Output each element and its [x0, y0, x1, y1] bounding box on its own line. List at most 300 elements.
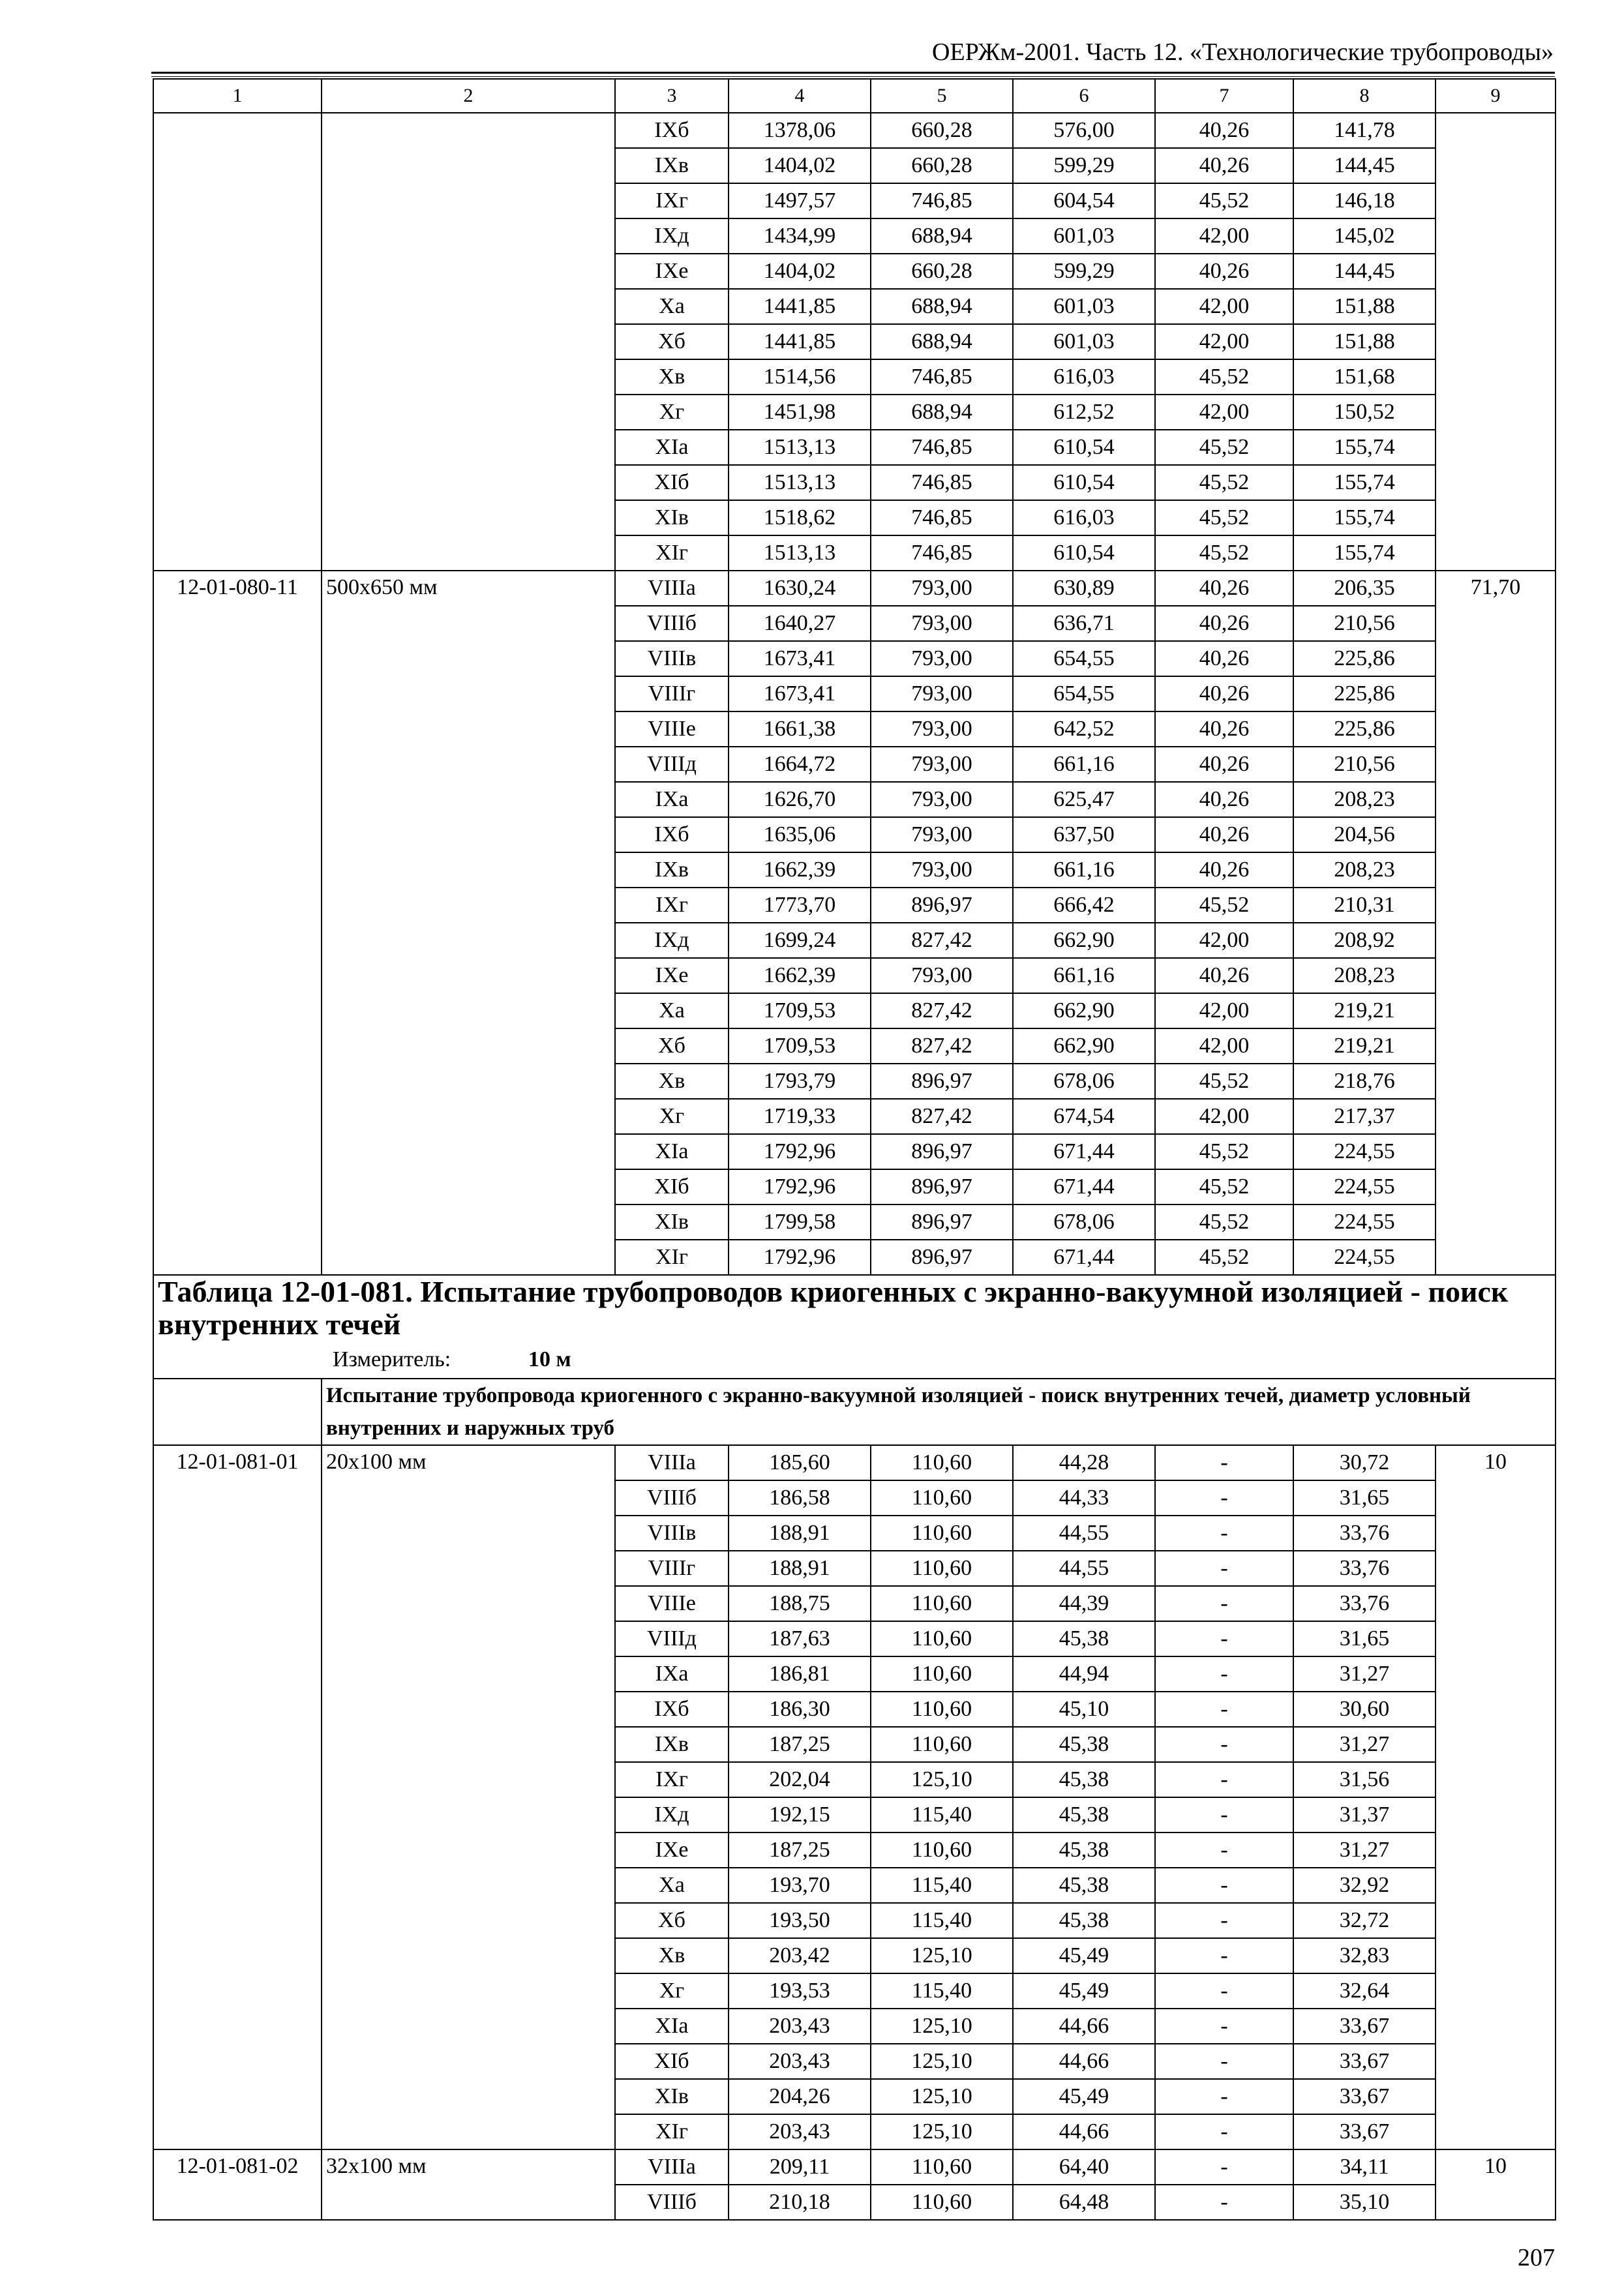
machinist-wages: 45,52: [1155, 535, 1293, 571]
machinist-wages: 40,26: [1155, 817, 1293, 852]
machinist-wages: 42,00: [1155, 218, 1293, 254]
machinist-wages: 40,26: [1155, 641, 1293, 676]
machine-operation: 44,28: [1013, 1445, 1155, 1480]
column-number: 3: [615, 79, 729, 113]
table-row: [153, 113, 1556, 148]
materials: 33,76: [1293, 1586, 1436, 1621]
direct-costs: 1673,41: [729, 676, 871, 711]
rate-code: 12-01-081-02: [153, 2149, 322, 2220]
machine-operation: 45,10: [1013, 1692, 1155, 1727]
machinist-wages: -: [1155, 1586, 1293, 1621]
machinist-wages: -: [1155, 1551, 1293, 1586]
materials: 224,55: [1293, 1169, 1436, 1204]
column-number: 9: [1436, 79, 1556, 113]
machinist-wages: 45,52: [1155, 1169, 1293, 1204]
labor-wages: 125,10: [871, 2079, 1013, 2114]
direct-costs: 1799,58: [729, 1204, 871, 1240]
machinist-wages: 40,26: [1155, 711, 1293, 747]
machine-operation: 616,03: [1013, 359, 1155, 395]
column-number: 4: [729, 79, 871, 113]
materials: 208,23: [1293, 852, 1436, 888]
wage-zone: XIа: [615, 2009, 729, 2044]
machinist-wages: 40,26: [1155, 782, 1293, 817]
header-rule-thin: [151, 76, 1555, 77]
machinist-wages: -: [1155, 1621, 1293, 1656]
direct-costs: 188,75: [729, 1586, 871, 1621]
wage-zone: VIIIб: [615, 1480, 729, 1516]
wage-zone: Xа: [615, 1868, 729, 1903]
wage-zone: VIIIа: [615, 1445, 729, 1480]
machinist-wages: 45,52: [1155, 500, 1293, 535]
direct-costs: 187,25: [729, 1833, 871, 1868]
wage-zone: Xб: [615, 1028, 729, 1064]
machine-operation: 45,49: [1013, 1973, 1155, 2009]
labor-wages: 110,60: [871, 1833, 1013, 1868]
direct-costs: 185,60: [729, 1445, 871, 1480]
materials: 32,64: [1293, 1973, 1436, 2009]
rate-code: [153, 113, 322, 571]
machinist-wages: 42,00: [1155, 993, 1293, 1028]
machinist-wages: -: [1155, 1656, 1293, 1692]
labor-wages: 660,28: [871, 254, 1013, 289]
direct-costs: 1378,06: [729, 113, 871, 148]
machinist-wages: 42,00: [1155, 923, 1293, 958]
machine-operation: 661,16: [1013, 852, 1155, 888]
materials: 155,74: [1293, 535, 1436, 571]
column-number: 7: [1155, 79, 1293, 113]
direct-costs: 1404,02: [729, 148, 871, 183]
description-row: [153, 1379, 1556, 1445]
labor-wages: 746,85: [871, 535, 1013, 571]
machinist-wages: 45,52: [1155, 465, 1293, 500]
machine-operation: 612,52: [1013, 395, 1155, 430]
labor-wages: 688,94: [871, 218, 1013, 254]
table-row: [153, 2149, 1556, 2185]
wage-zone: VIIIг: [615, 1551, 729, 1586]
labor-wages: 746,85: [871, 500, 1013, 535]
machinist-wages: 40,26: [1155, 958, 1293, 993]
wage-zone: Xа: [615, 289, 729, 324]
labor-wages: 110,60: [871, 1621, 1013, 1656]
materials: 32,83: [1293, 1938, 1436, 1973]
wage-zone: XIа: [615, 430, 729, 465]
machinist-wages: -: [1155, 1692, 1293, 1727]
materials: 155,74: [1293, 430, 1436, 465]
machine-operation: 678,06: [1013, 1064, 1155, 1099]
machinist-wages: 42,00: [1155, 1028, 1293, 1064]
machine-operation: 45,38: [1013, 1797, 1155, 1833]
materials: 224,55: [1293, 1134, 1436, 1169]
column-number: 8: [1293, 79, 1436, 113]
machinist-wages: 40,26: [1155, 148, 1293, 183]
machinist-wages: 42,00: [1155, 395, 1293, 430]
materials: 33,76: [1293, 1516, 1436, 1551]
direct-costs: 1441,85: [729, 324, 871, 359]
wage-zone: XIв: [615, 2079, 729, 2114]
machinist-wages: 42,00: [1155, 324, 1293, 359]
machine-operation: 610,54: [1013, 465, 1155, 500]
pipe-size: 20х100 мм: [322, 1445, 615, 2149]
column-number: 2: [322, 79, 615, 113]
direct-costs: 1404,02: [729, 254, 871, 289]
labor-wages: 896,97: [871, 888, 1013, 923]
labor-wages: 827,42: [871, 1028, 1013, 1064]
table-row: [153, 571, 1556, 606]
materials: 151,88: [1293, 324, 1436, 359]
table-title-row: [153, 1275, 1556, 1341]
wage-zone: XIа: [615, 1134, 729, 1169]
materials: 225,86: [1293, 711, 1436, 747]
rates-table: [153, 78, 1556, 2221]
labor-wages: 110,60: [871, 1551, 1013, 1586]
machinist-wages: -: [1155, 1516, 1293, 1551]
direct-costs: 1719,33: [729, 1099, 871, 1134]
wage-zone: VIIIв: [615, 1516, 729, 1551]
machinist-wages: -: [1155, 1868, 1293, 1903]
direct-costs: 1451,98: [729, 395, 871, 430]
wage-zone: IXе: [615, 1833, 729, 1868]
materials: 151,68: [1293, 359, 1436, 395]
machine-operation: 601,03: [1013, 289, 1155, 324]
materials: 219,21: [1293, 993, 1436, 1028]
materials: 33,76: [1293, 1551, 1436, 1586]
direct-costs: 187,25: [729, 1727, 871, 1762]
machinist-wages: -: [1155, 2149, 1293, 2185]
direct-costs: 1662,39: [729, 852, 871, 888]
wage-zone: IXб: [615, 817, 729, 852]
labor-wages: 793,00: [871, 571, 1013, 606]
materials: 151,88: [1293, 289, 1436, 324]
direct-costs: 209,11: [729, 2149, 871, 2185]
wage-zone: XIв: [615, 1204, 729, 1240]
direct-costs: 1664,72: [729, 747, 871, 782]
materials: 217,37: [1293, 1099, 1436, 1134]
materials: 31,27: [1293, 1833, 1436, 1868]
machine-operation: 654,55: [1013, 676, 1155, 711]
machine-operation: 610,54: [1013, 430, 1155, 465]
labor-wages: 896,97: [871, 1064, 1013, 1099]
page-number: 207: [1518, 2244, 1555, 2271]
machine-operation: 636,71: [1013, 606, 1155, 641]
labor-wages: 896,97: [871, 1240, 1013, 1275]
materials: 32,72: [1293, 1903, 1436, 1938]
machine-operation: 637,50: [1013, 817, 1155, 852]
machinist-wages: 45,52: [1155, 359, 1293, 395]
machine-operation: 44,66: [1013, 2009, 1155, 2044]
labor-wages: 110,60: [871, 1445, 1013, 1480]
machine-operation: 45,38: [1013, 1762, 1155, 1797]
direct-costs: 188,91: [729, 1516, 871, 1551]
direct-costs: 188,91: [729, 1551, 871, 1586]
machinist-wages: 40,26: [1155, 571, 1293, 606]
direct-costs: 1640,27: [729, 606, 871, 641]
description-empty-cell: [153, 1379, 322, 1445]
direct-costs: 203,43: [729, 2009, 871, 2044]
machine-operation: 630,89: [1013, 571, 1155, 606]
machine-operation: 601,03: [1013, 218, 1155, 254]
labor-wages: 110,60: [871, 2185, 1013, 2220]
labor-wages: 793,00: [871, 958, 1013, 993]
machine-operation: 661,16: [1013, 747, 1155, 782]
machine-operation: 45,49: [1013, 2079, 1155, 2114]
materials: 34,11: [1293, 2149, 1436, 2185]
wage-zone: IXд: [615, 1797, 729, 1833]
machine-operation: 576,00: [1013, 113, 1155, 148]
labor-wages: 793,00: [871, 817, 1013, 852]
pipe-size: [322, 113, 615, 571]
machine-operation: 44,55: [1013, 1551, 1155, 1586]
wage-zone: IXг: [615, 1762, 729, 1797]
wage-zone: IXд: [615, 923, 729, 958]
labor-wages: 125,10: [871, 2114, 1013, 2149]
labor-wages: 793,00: [871, 747, 1013, 782]
machine-operation: 45,38: [1013, 1621, 1155, 1656]
machine-operation: 64,48: [1013, 2185, 1155, 2220]
machinist-wages: -: [1155, 1727, 1293, 1762]
direct-costs: 1513,13: [729, 535, 871, 571]
wage-zone: VIIIв: [615, 641, 729, 676]
wage-zone: VIIIе: [615, 1586, 729, 1621]
materials: 32,92: [1293, 1868, 1436, 1903]
materials: 218,76: [1293, 1064, 1436, 1099]
wage-zone: Xг: [615, 395, 729, 430]
labor-wages: 660,28: [871, 113, 1013, 148]
direct-costs: 193,50: [729, 1903, 871, 1938]
machinist-wages: 42,00: [1155, 289, 1293, 324]
wage-zone: Xг: [615, 1973, 729, 2009]
machinist-wages: -: [1155, 1903, 1293, 1938]
direct-costs: 1699,24: [729, 923, 871, 958]
labor-wages: 660,28: [871, 148, 1013, 183]
materials: 31,37: [1293, 1797, 1436, 1833]
direct-costs: 1662,39: [729, 958, 871, 993]
wage-zone: Xг: [615, 1099, 729, 1134]
direct-costs: 1635,06: [729, 817, 871, 852]
labor-wages: 115,40: [871, 1903, 1013, 1938]
wage-zone: Xв: [615, 1064, 729, 1099]
labor-wages: 115,40: [871, 1868, 1013, 1903]
labor-wages: 110,60: [871, 1480, 1013, 1516]
measure-label: Измеритель:: [333, 1347, 451, 1371]
materials: 208,23: [1293, 782, 1436, 817]
measure-cell: [153, 1341, 1556, 1379]
direct-costs: 1434,99: [729, 218, 871, 254]
wage-zone: IXв: [615, 1727, 729, 1762]
direct-costs: 210,18: [729, 2185, 871, 2220]
machine-operation: 45,38: [1013, 1868, 1155, 1903]
direct-costs: 1441,85: [729, 289, 871, 324]
materials: 210,56: [1293, 747, 1436, 782]
machinist-wages: -: [1155, 2009, 1293, 2044]
measure-unit: [158, 1343, 1551, 1376]
wage-zone: VIIIа: [615, 571, 729, 606]
machine-operation: 44,33: [1013, 1480, 1155, 1516]
materials: 31,65: [1293, 1480, 1436, 1516]
materials: 33,67: [1293, 2009, 1436, 2044]
machine-operation: 44,39: [1013, 1586, 1155, 1621]
direct-costs: 1673,41: [729, 641, 871, 676]
materials: 155,74: [1293, 500, 1436, 535]
machine-operation: 604,54: [1013, 183, 1155, 218]
table-row: [153, 1445, 1556, 1480]
machinist-wages: 40,26: [1155, 676, 1293, 711]
wage-zone: IXд: [615, 218, 729, 254]
machine-operation: 599,29: [1013, 148, 1155, 183]
wage-zone: XIг: [615, 1240, 729, 1275]
wage-zone: Xв: [615, 1938, 729, 1973]
machinist-wages: 40,26: [1155, 747, 1293, 782]
column-number: 5: [871, 79, 1013, 113]
machine-operation: 44,94: [1013, 1656, 1155, 1692]
direct-costs: 1709,53: [729, 1028, 871, 1064]
wage-zone: IXб: [615, 113, 729, 148]
machine-operation: 45,49: [1013, 1938, 1155, 1973]
machine-operation: 44,55: [1013, 1516, 1155, 1551]
wage-zone: VIIIг: [615, 676, 729, 711]
machine-operation: 662,90: [1013, 1028, 1155, 1064]
direct-costs: 193,70: [729, 1868, 871, 1903]
machine-operation: 671,44: [1013, 1169, 1155, 1204]
work-description: Испытание трубопровода криогенного с экранно-вакуумной изоляцией - поиск внутренних течей, диаметр условный внутренних и наружных труб: [322, 1379, 1556, 1445]
direct-costs: 186,58: [729, 1480, 871, 1516]
labor-wages: 110,60: [871, 1727, 1013, 1762]
machinist-wages: -: [1155, 2185, 1293, 2220]
direct-costs: 1792,96: [729, 1169, 871, 1204]
materials: 224,55: [1293, 1240, 1436, 1275]
labor-wages: 110,60: [871, 1586, 1013, 1621]
materials: 206,35: [1293, 571, 1436, 606]
wage-zone: XIб: [615, 1169, 729, 1204]
wage-zone: IXа: [615, 1656, 729, 1692]
direct-costs: 1773,70: [729, 888, 871, 923]
materials: 33,67: [1293, 2114, 1436, 2149]
labor-wages: 746,85: [871, 359, 1013, 395]
wage-zone: VIIIа: [615, 2149, 729, 2185]
direct-costs: 203,43: [729, 2044, 871, 2079]
labor-wages: 110,60: [871, 1516, 1013, 1551]
machine-operation: 601,03: [1013, 324, 1155, 359]
materials: 208,23: [1293, 958, 1436, 993]
direct-costs: 1630,24: [729, 571, 871, 606]
labor-wages: 793,00: [871, 782, 1013, 817]
machine-operation: 45,38: [1013, 1903, 1155, 1938]
pipe-size: 32х100 мм: [322, 2149, 615, 2220]
labor-wages: 746,85: [871, 183, 1013, 218]
materials: 30,72: [1293, 1445, 1436, 1480]
wage-zone: Xа: [615, 993, 729, 1028]
machine-operation: 678,06: [1013, 1204, 1155, 1240]
labor-norm: 10: [1436, 1445, 1556, 2149]
labor-wages: 110,60: [871, 2149, 1013, 2185]
labor-wages: 688,94: [871, 289, 1013, 324]
labor-wages: 746,85: [871, 465, 1013, 500]
machinist-wages: -: [1155, 1833, 1293, 1868]
wage-zone: IXг: [615, 888, 729, 923]
machinist-wages: -: [1155, 1762, 1293, 1797]
materials: 33,67: [1293, 2079, 1436, 2114]
wage-zone: IXа: [615, 782, 729, 817]
direct-costs: 187,63: [729, 1621, 871, 1656]
machine-operation: 64,40: [1013, 2149, 1155, 2185]
labor-wages: 110,60: [871, 1656, 1013, 1692]
wage-zone: VIIIб: [615, 2185, 729, 2220]
machine-operation: 625,47: [1013, 782, 1155, 817]
measure-value: 10 м: [528, 1347, 571, 1371]
materials: 31,65: [1293, 1621, 1436, 1656]
wage-zone: XIб: [615, 2044, 729, 2079]
direct-costs: 1497,57: [729, 183, 871, 218]
wage-zone: VIIIб: [615, 606, 729, 641]
labor-wages: 896,97: [871, 1204, 1013, 1240]
materials: 150,52: [1293, 395, 1436, 430]
materials: 35,10: [1293, 2185, 1436, 2220]
labor-wages: 125,10: [871, 2044, 1013, 2079]
labor-wages: 827,42: [871, 923, 1013, 958]
labor-wages: 827,42: [871, 1099, 1013, 1134]
materials: 31,27: [1293, 1727, 1436, 1762]
header-rule: [151, 72, 1555, 74]
direct-costs: 1661,38: [729, 711, 871, 747]
machine-operation: 671,44: [1013, 1134, 1155, 1169]
materials: 144,45: [1293, 148, 1436, 183]
machinist-wages: -: [1155, 1480, 1293, 1516]
machine-operation: 666,42: [1013, 888, 1155, 923]
machine-operation: 616,03: [1013, 500, 1155, 535]
materials: 208,92: [1293, 923, 1436, 958]
machinist-wages: 45,52: [1155, 1064, 1293, 1099]
labor-wages: 125,10: [871, 2009, 1013, 2044]
machine-operation: 642,52: [1013, 711, 1155, 747]
labor-wages: 827,42: [871, 993, 1013, 1028]
materials: 224,55: [1293, 1204, 1436, 1240]
page-header: ОЕРЖм-2001. Часть 12. «Технологические трубопроводы»: [931, 38, 1554, 66]
measure-row: [153, 1341, 1556, 1379]
machinist-wages: -: [1155, 2044, 1293, 2079]
direct-costs: 192,15: [729, 1797, 871, 1833]
wage-zone: XIв: [615, 500, 729, 535]
direct-costs: 193,53: [729, 1973, 871, 2009]
machinist-wages: -: [1155, 1973, 1293, 2009]
wage-zone: IXв: [615, 852, 729, 888]
direct-costs: 1518,62: [729, 500, 871, 535]
column-number: 6: [1013, 79, 1155, 113]
materials: 146,18: [1293, 183, 1436, 218]
machinist-wages: 45,52: [1155, 888, 1293, 923]
labor-wages: 125,10: [871, 1762, 1013, 1797]
machine-operation: 45,38: [1013, 1727, 1155, 1762]
wage-zone: XIг: [615, 535, 729, 571]
machine-operation: 662,90: [1013, 923, 1155, 958]
labor-wages: 793,00: [871, 852, 1013, 888]
machinist-wages: 45,52: [1155, 1240, 1293, 1275]
materials: 31,27: [1293, 1656, 1436, 1692]
wage-zone: Xб: [615, 1903, 729, 1938]
labor-wages: 793,00: [871, 606, 1013, 641]
machine-operation: 671,44: [1013, 1240, 1155, 1275]
materials: 33,67: [1293, 2044, 1436, 2079]
machinist-wages: -: [1155, 2114, 1293, 2149]
machinist-wages: -: [1155, 1938, 1293, 1973]
machine-operation: 661,16: [1013, 958, 1155, 993]
machine-operation: 610,54: [1013, 535, 1155, 571]
wage-zone: Xб: [615, 324, 729, 359]
materials: 145,02: [1293, 218, 1436, 254]
labor-wages: 688,94: [871, 395, 1013, 430]
labor-norm: [1436, 113, 1556, 571]
wage-zone: XIг: [615, 2114, 729, 2149]
labor-wages: 793,00: [871, 711, 1013, 747]
machinist-wages: 40,26: [1155, 852, 1293, 888]
